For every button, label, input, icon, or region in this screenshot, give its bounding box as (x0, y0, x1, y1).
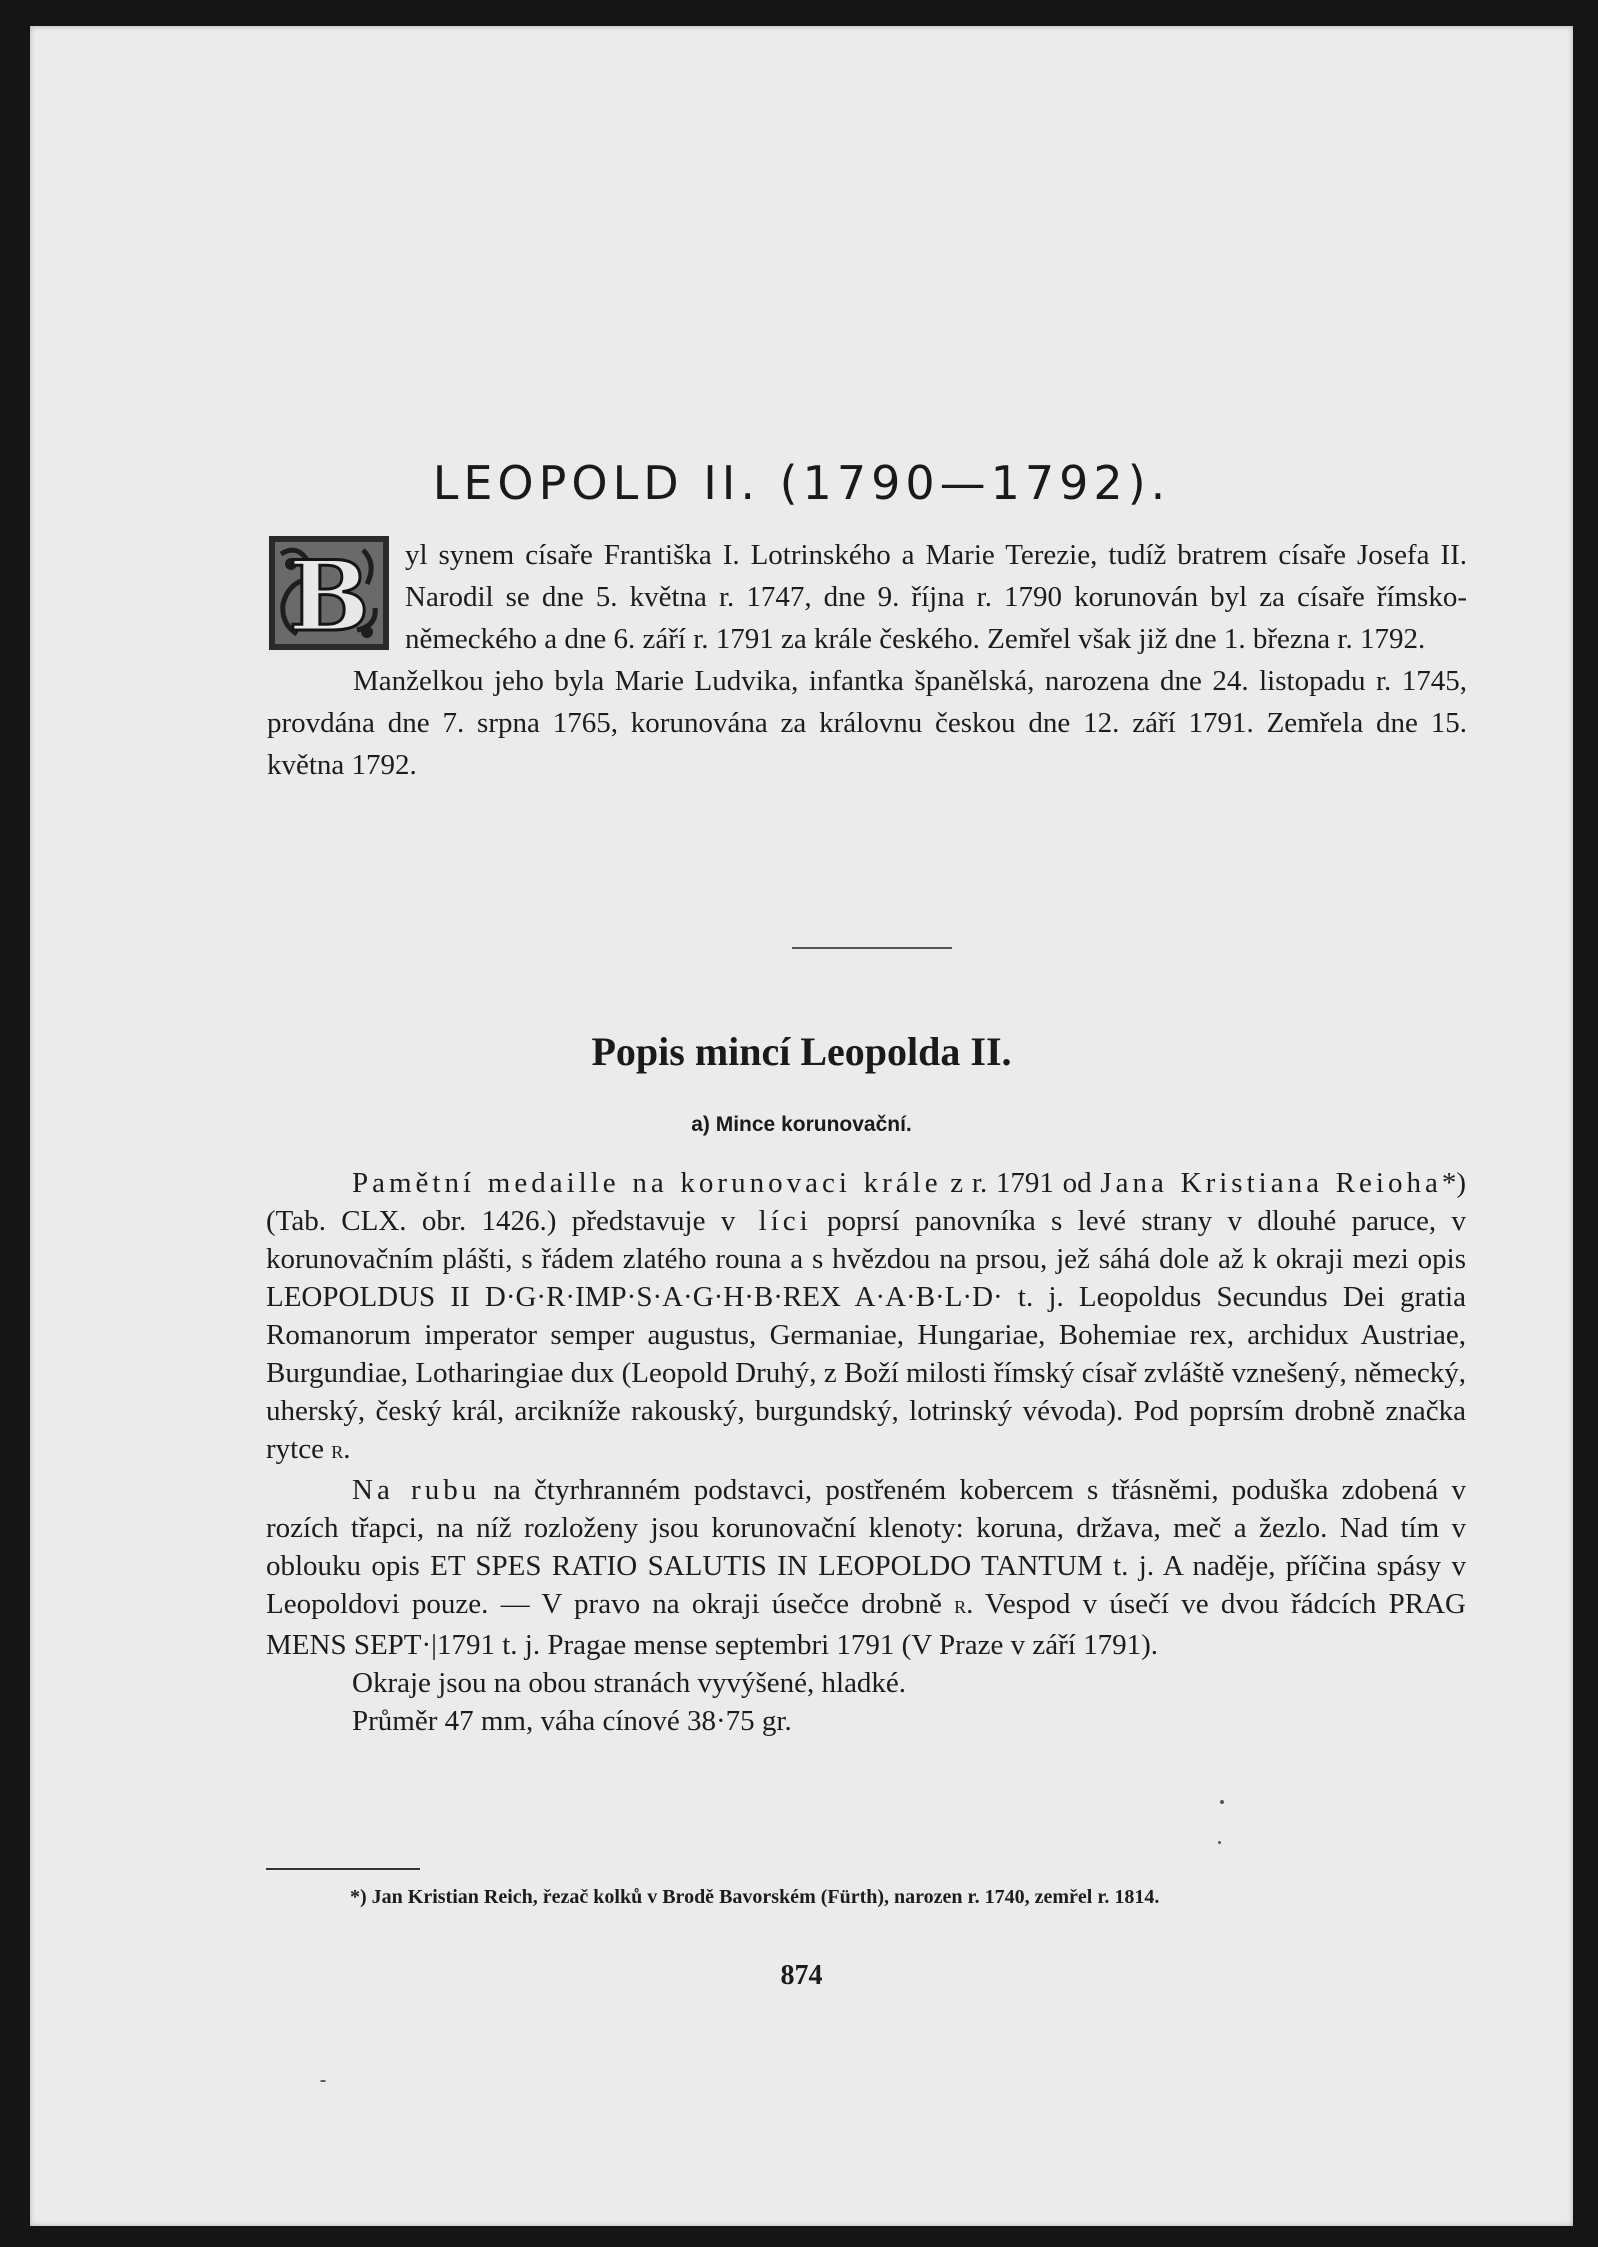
ornament-initial-icon (267, 534, 391, 652)
print-speck (1220, 1800, 1224, 1804)
intro-text (267, 534, 1467, 786)
engraver-name: Jana Kristiana Reioha (1100, 1167, 1442, 1199)
footnote: *) Jan Kristian Reich, řezač kolků v Brodě Bavorském (Fürth), narozen r. 1740, zemřel r. 1814. (350, 1886, 1160, 1908)
reverse-paragraph (266, 1471, 1466, 1664)
initial-letter: B (288, 540, 370, 652)
text-run: *) (Tab. CLX. obr. 1426.) představuje (266, 1167, 1466, 1237)
subsection-title: a) Mince korunovační. (691, 1113, 912, 1136)
text-run: na čtyrhranném podstavci, postřeném kobercem s třásněmi, poduška zdobená v rozích třapci, na níž rozloženy jsou korunovační klenoty: koruna, država, meč a žezlo. Nad tím v oblouku opis ET SPES RATIO SALUTIS IN LEOPOLDO TANTUM t. j. A naděje, příčina spásy v Leopoldovi pouze. — V pravo na okraji úsečce drobně (266, 1474, 1466, 1620)
section-divider (792, 947, 952, 949)
engraver-mark: R (954, 1597, 967, 1617)
obverse-label: v líci (720, 1205, 812, 1237)
edge-paragraph: Okraje jsou na obou stranách vyvýšené, hladké. (352, 1667, 907, 1699)
text-run: poprsí panovníka s levé strany v dlouhé paruce, v korunovačním plášti, s řádem zlatého rouna a s hvězdou na prsou, jež sáhá dole až k okraji mezi opis LEOPOLDUS II D·G·R·IMP·S·A·G·H·B·REX A·A·B·L·D· t. j. Leopoldus Secundus Dei gratia Romanorum imperator semper augustus, Germaniae, Hungariae, Bohemiae rex, archidux Austriae, Burgundiae, Lotharingiae dux (Leopold Druhý, z Boží milosti římský císař zvláště vznešený, německý, uherský, český král, arcikníže rakouský, burgundský, lotrinský vévoda). Pod poprsím drobně značka rytce (266, 1205, 1467, 1465)
engraver-mark: R (331, 1442, 344, 1462)
page-number: 874 (780, 1960, 823, 1991)
section-title: Popis mincí Leopolda II. (591, 1029, 1012, 1074)
chapter-title: LEOPOLD II. (1790—1792). (432, 456, 1171, 510)
reverse-label: Na rubu (352, 1474, 481, 1506)
dimensions-paragraph: Průměr 47 mm, váha cínové 38·75 gr. (352, 1705, 792, 1737)
intro-paragraph-2: Manželkou jeho byla Marie Ludvika, infantka španělská, narozena dne 24. listopadu r. 1745, provdána dne 7. srpna 1765, korunována za královnu českou dne 12. září 1791. Zemřela dne 15. května 1792. (267, 665, 1467, 781)
coin-description (266, 1164, 1466, 1740)
book-page (30, 26, 1573, 2226)
medal-name: Pamětní medaille na korunovaci krále (352, 1167, 942, 1199)
decorated-initial (267, 534, 391, 652)
intro-paragraph-1: yl synem císaře Františka I. Lotrinského a Marie Terezie, tudíž bratrem císaře Josefa II. Narodil se dne 5. května r. 1747, dne 9. října r. 1790 korunován byl za císaře římsko-německého a dne 6. září r. 1791 za krále českého. Zemřel však již dne 1. března r. 1792. (405, 539, 1467, 655)
footnote-rule (266, 1868, 420, 1870)
text-run: z r. 1791 od (941, 1167, 1101, 1199)
text-run: . (343, 1433, 351, 1465)
text-run: . Vespod v úsečí ve dvou řádcích PRAG MENS SEPT·|1791 t. j. Pragae mense septembri 1791 (V Praze v září 1791). (266, 1588, 1466, 1661)
print-speck (320, 2080, 326, 2082)
obverse-paragraph (266, 1164, 1466, 1471)
print-speck (1218, 1841, 1221, 1844)
